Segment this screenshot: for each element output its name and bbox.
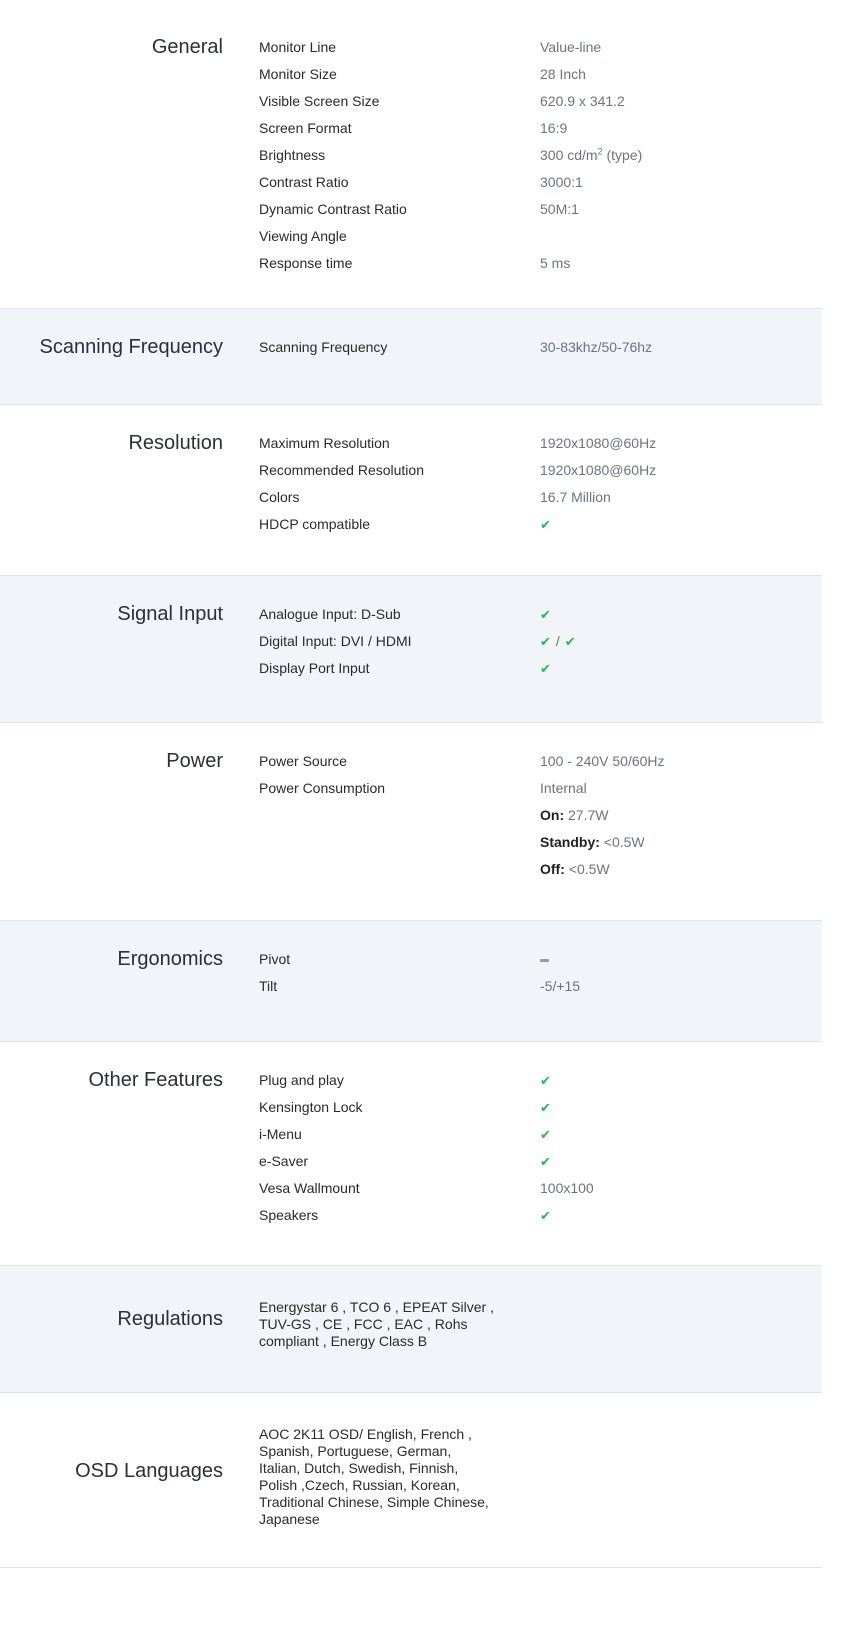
spec-label: Dynamic Contrast Ratio	[259, 201, 407, 217]
section-regulations	[0, 1266, 822, 1393]
paragraph-line: TUV-GS , CE , FCC , EAC , Rohs	[259, 1316, 468, 1332]
paragraph-line: Spanish, Portuguese, German,	[259, 1443, 452, 1459]
spec-label: Kensington Lock	[259, 1099, 363, 1115]
spec-label: Display Port Input	[259, 660, 370, 676]
spec-row	[259, 430, 819, 457]
check-icon: ✔	[540, 1100, 551, 1115]
spec-value	[540, 834, 645, 851]
section-scanning-frequency	[0, 309, 822, 405]
spec-value	[540, 1126, 551, 1143]
spec-rows	[259, 34, 819, 277]
section-osd-languages	[0, 1393, 822, 1568]
spec-rows	[259, 430, 819, 538]
spec-label: Maximum Resolution	[259, 435, 390, 451]
value-text: 5 ms	[540, 255, 571, 271]
check-icon: ✔	[540, 1127, 551, 1142]
paragraph-line: compliant , Energy Class B	[259, 1333, 428, 1349]
value-text: 16:9	[540, 120, 568, 136]
spec-label: Response time	[259, 255, 353, 271]
spec-row	[259, 88, 819, 115]
spec-row	[259, 511, 819, 538]
spec-value	[540, 201, 579, 218]
spec-value	[540, 516, 551, 533]
section-title: Ergonomics	[117, 948, 223, 970]
spec-row	[259, 655, 819, 682]
spec-label: Scanning Frequency	[259, 339, 388, 355]
spec-label: Screen Format	[259, 120, 352, 136]
spec-label: Digital Input: DVI / HDMI	[259, 633, 412, 649]
section-title: Signal Input	[117, 603, 223, 625]
spec-label: Visible Screen Size	[259, 93, 380, 109]
value-text: 16.7 Million	[540, 489, 611, 505]
spec-value	[540, 1207, 551, 1224]
spec-label: e-Saver	[259, 1153, 309, 1169]
spec-value	[540, 1099, 551, 1116]
spec-value	[540, 951, 549, 968]
value-text: 100 - 240V 50/60Hz	[540, 753, 665, 769]
spec-value	[540, 489, 611, 506]
spec-value	[540, 1153, 551, 1170]
spec-value	[540, 780, 587, 797]
value-text: <0.5W	[599, 834, 645, 850]
value-text: 100x100	[540, 1180, 594, 1196]
spec-value	[540, 462, 656, 479]
spec-row	[259, 334, 819, 361]
check-icon: ✔	[540, 661, 551, 676]
spec-value	[540, 606, 551, 623]
section-power	[0, 723, 822, 921]
spec-label: Speakers	[259, 1207, 319, 1223]
spec-value	[540, 807, 608, 824]
spec-value	[540, 753, 665, 770]
spec-rows	[259, 946, 819, 1000]
section-ergonomics	[0, 921, 822, 1042]
spec-value	[540, 339, 652, 356]
check-icon: ✔	[540, 517, 551, 532]
value-text: 27.7W	[564, 807, 609, 823]
spec-row	[259, 223, 819, 250]
section-resolution	[0, 405, 822, 576]
spec-row	[259, 802, 819, 829]
paragraph-line: Energystar 6 , TCO 6 , EPEAT Silver ,	[259, 1299, 494, 1315]
spec-row	[259, 61, 819, 88]
spec-value	[540, 93, 625, 110]
spec-paragraph	[259, 1426, 509, 1528]
spec-label: Viewing Angle	[259, 228, 347, 244]
spec-label: Colors	[259, 489, 300, 505]
spec-row	[259, 34, 819, 61]
section-general	[0, 0, 822, 309]
paragraph-line: Italian, Dutch, Swedish, Finnish,	[259, 1460, 459, 1476]
value-text: Internal	[540, 780, 587, 796]
spec-row	[259, 115, 819, 142]
paragraph-line: Japanese	[259, 1511, 320, 1527]
value-text: <0.5W	[564, 861, 610, 877]
section-title: OSD Languages	[75, 1460, 223, 1482]
value-text: 1920x1080@60Hz	[540, 435, 657, 451]
spec-value	[540, 147, 642, 164]
spec-rows	[259, 601, 819, 682]
value-text: -5/+15	[540, 978, 581, 994]
section-title: Regulations	[117, 1308, 223, 1330]
spec-rows	[259, 748, 819, 883]
section-title: Power	[166, 750, 223, 772]
spec-label: Power Source	[259, 753, 347, 769]
value-text: 1920x1080@60Hz	[540, 462, 657, 478]
spec-row	[259, 484, 819, 511]
spec-row	[259, 973, 819, 1000]
spec-label: i-Menu	[259, 1126, 302, 1142]
value-label: Off:	[540, 861, 565, 877]
spec-row	[259, 457, 819, 484]
check-icon: ✔	[540, 634, 551, 649]
spec-row	[259, 250, 819, 277]
spec-label: Plug and play	[259, 1072, 344, 1088]
spec-label: Analogue Input: D-Sub	[259, 606, 401, 622]
spec-row	[259, 946, 819, 973]
value-text: 3000:1	[540, 174, 583, 190]
spec-row	[259, 856, 819, 883]
value-suffix: (type)	[602, 147, 643, 163]
spec-value	[540, 435, 656, 452]
spec-label: Monitor Size	[259, 66, 337, 82]
spec-value	[540, 66, 586, 83]
section-title: Resolution	[128, 432, 223, 454]
value-text: Value-line	[540, 39, 602, 55]
section-other-features	[0, 1042, 822, 1266]
paragraph-line: Polish ,Czech, Russian, Korean,	[259, 1477, 460, 1493]
spec-value	[540, 978, 580, 995]
spec-label: Contrast Ratio	[259, 174, 349, 190]
spec-row	[259, 628, 819, 655]
check-icon: ✔	[540, 1154, 551, 1169]
spec-label: Tilt	[259, 978, 278, 994]
value-label: Standby:	[540, 834, 600, 850]
check-icon: ✔	[540, 607, 551, 622]
spec-row	[259, 1067, 819, 1094]
value-text: 28 Inch	[540, 66, 586, 82]
separator: /	[555, 633, 560, 649]
spec-value	[540, 1072, 551, 1089]
section-title: General	[151, 36, 223, 58]
paragraph-line: AOC 2K11 OSD/ English, French ,	[259, 1426, 472, 1442]
value-text: 300 cd/m	[540, 147, 598, 163]
paragraph-line: Traditional Chinese, Simple Chinese,	[259, 1494, 489, 1510]
spec-value	[540, 861, 610, 878]
superscript: 2	[597, 146, 603, 157]
check-icon: ✔	[540, 1208, 551, 1223]
check-icon: ✔	[564, 634, 576, 649]
spec-label: Monitor Line	[259, 39, 337, 55]
section-title: Scanning Frequency	[39, 336, 223, 358]
spec-value	[540, 39, 601, 56]
value-text: 620.9 x 341.2	[540, 93, 625, 109]
spec-row	[259, 1148, 819, 1175]
spec-value	[540, 1180, 594, 1197]
dash-icon	[540, 959, 549, 962]
spec-row	[259, 142, 819, 169]
spec-row	[259, 748, 819, 775]
spec-row	[259, 1094, 819, 1121]
spec-row	[259, 196, 819, 223]
value-label: On:	[540, 807, 565, 823]
section-signal-input	[0, 576, 822, 723]
spec-row	[259, 601, 819, 628]
spec-value	[540, 174, 583, 191]
spec-rows	[259, 334, 819, 361]
spec-label: HDCP compatible	[259, 516, 371, 532]
value-text: 50M:1	[540, 201, 579, 217]
spec-label: Recommended Resolution	[259, 462, 424, 478]
spec-label: Vesa Wallmount	[259, 1180, 360, 1196]
spec-row	[259, 169, 819, 196]
spec-row	[259, 1121, 819, 1148]
spec-rows	[259, 1067, 819, 1229]
spec-row	[259, 829, 819, 856]
value-text: 30-83khz/50-76hz	[540, 339, 653, 355]
spec-row	[259, 1175, 819, 1202]
spec-label: Power Consumption	[259, 780, 386, 796]
spec-value	[540, 633, 576, 650]
spec-label: Brightness	[259, 147, 326, 163]
spec-paragraph	[259, 1299, 509, 1350]
section-title: Other Features	[88, 1069, 223, 1091]
check-icon: ✔	[540, 1073, 551, 1088]
spec-row	[259, 775, 819, 802]
spec-value	[540, 120, 567, 137]
spec-row	[259, 1202, 819, 1229]
spec-value	[540, 660, 551, 677]
spec-value	[540, 255, 570, 272]
spec-label: Pivot	[259, 951, 291, 967]
